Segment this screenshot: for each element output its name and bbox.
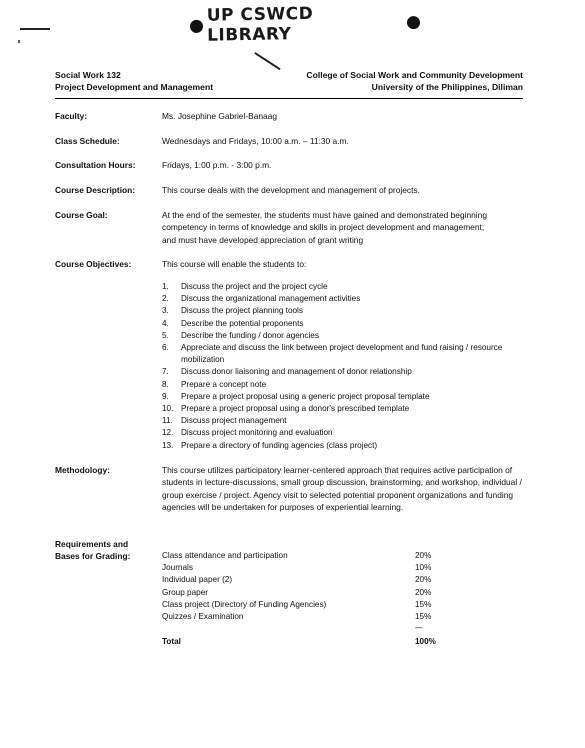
item-number: 12. (162, 428, 174, 438)
faculty-label: Faculty: (55, 111, 88, 121)
university-name: University of the Philippines, Diliman (371, 82, 523, 92)
total-label: Total (162, 637, 181, 646)
table-row (162, 574, 462, 586)
list-item (162, 391, 527, 403)
list-item (162, 281, 527, 293)
table-row (162, 611, 462, 623)
grade-percent: 20% (415, 587, 432, 597)
item-number: 5. (162, 330, 169, 340)
course-title: Project Development and Management (55, 82, 214, 92)
list-item (162, 415, 527, 427)
header-rule (55, 98, 523, 99)
faculty-value: Ms. Josephine Gabriel-Banaag (162, 111, 277, 121)
description-label: Course Description: (55, 185, 136, 195)
list-item (162, 427, 527, 439)
grade-item: Quizzes / Examination (162, 612, 244, 622)
grade-item: Class attendance and participation (162, 551, 288, 560)
list-item (162, 403, 527, 415)
list-item (162, 330, 527, 342)
list-item (162, 342, 527, 366)
grade-item: Individual paper (2) (162, 575, 233, 585)
schedule-value: Wednesdays and Fridays, 10:00 a.m. – 11:30 a.m. (162, 136, 349, 146)
grading-label-line1: Requirements and (55, 539, 129, 549)
grade-percent: 15% (415, 599, 432, 609)
methodology-value: This course utilizes participatory learner-centered approach that requires active participation of students in lecture-discussions, small group discussion, brainstorming, and workshop, individual / group exercise / project. Agency visit to selected potential proponent organizations and funding agencies will be undertaken for purposes of experiential learning. (162, 465, 522, 512)
margin-dash (20, 28, 50, 30)
item-text: Discuss the project planning tools (181, 306, 303, 316)
table-row (162, 550, 462, 562)
item-text: Describe the potential proponents (181, 318, 304, 328)
methodology-label: Methodology: (55, 465, 110, 475)
goal-value: At the end of the semester, the students must have gained and demonstrated beginning competency in terms of knowledge and skills in project development and management; and must have developed appreciation of grant writing (162, 210, 487, 245)
item-number: 8. (162, 379, 169, 389)
list-item (162, 305, 527, 317)
pen-stroke (255, 52, 281, 70)
item-number: 13. (162, 440, 174, 450)
grade-percent: 10% (415, 563, 432, 573)
item-number: 10. (162, 404, 174, 414)
grading-label-line2: Bases for Grading: (55, 551, 131, 561)
table-row (162, 599, 462, 611)
schedule-label: Class Schedule: (55, 136, 120, 146)
list-item (162, 293, 527, 305)
item-number: 1. (162, 282, 169, 291)
grading-table (162, 550, 462, 623)
item-text: Appreciate and discuss the link between project development and fund raising / resource mobilization (181, 343, 503, 365)
consultation-label: Consultation Hours: (55, 160, 136, 170)
grading-label (55, 538, 130, 562)
list-item (162, 366, 527, 378)
item-number: 9. (162, 391, 169, 401)
list-item (162, 440, 527, 452)
margin-mark (18, 40, 20, 43)
stamp-dot-right (407, 15, 420, 28)
grade-percent: 20% (415, 551, 432, 560)
list-item (162, 379, 527, 391)
course-code: Social Work 132 (55, 70, 121, 80)
item-text: Prepare a project proposal using a generic project proposal template (181, 391, 430, 401)
item-text: Discuss project management (181, 416, 287, 426)
item-number: 2. (162, 294, 169, 304)
table-row (162, 562, 462, 574)
description-value: This course deals with the development and management of projects. (162, 185, 420, 195)
item-number: 7. (162, 367, 169, 377)
consultation-value: Fridays, 1:00 p.m. - 3:00 p.m. (162, 160, 272, 170)
college-name: College of Social Work and Community Development (306, 70, 523, 80)
total-row (162, 636, 462, 648)
item-number: 4. (162, 318, 169, 328)
table-row (162, 587, 462, 599)
item-number: 3. (162, 306, 169, 316)
item-text: Describe the funding / donor agencies (181, 330, 319, 340)
library-stamp (190, 3, 421, 46)
item-text: Discuss project monitoring and evaluation (181, 428, 333, 438)
list-item (162, 318, 527, 330)
item-text: Discuss the organizational management activities (181, 294, 361, 304)
item-text: Discuss donor liaisoning and management of donor relationship (181, 367, 412, 377)
item-text: Prepare a directory of funding agencies (class project) (181, 440, 378, 450)
grade-item: Journals (162, 563, 193, 573)
item-number: 6. (162, 343, 169, 353)
goal-label: Course Goal: (55, 210, 108, 220)
item-number: 11. (162, 416, 173, 426)
course-header (55, 69, 213, 93)
objectives-intro: This course will enable the students to: (162, 259, 307, 269)
grade-percent: 15% (415, 612, 432, 622)
grade-item: Class project (Directory of Funding Agencies) (162, 599, 327, 609)
stamp-dot-left (190, 19, 203, 32)
college-header (306, 69, 523, 93)
item-text: Prepare a concept note (181, 379, 267, 389)
objectives-list (162, 281, 527, 452)
total-separator: ----- (415, 625, 422, 632)
grade-item: Group paper (162, 587, 208, 597)
total-percent: 100% (415, 637, 436, 646)
item-text: Prepare a project proposal using a donor's prescribed template (181, 404, 410, 414)
item-text: Discuss the project and the project cycle (181, 282, 328, 291)
stamp-text: UP CSWCD LIBRARY (206, 3, 314, 46)
grade-percent: 20% (415, 575, 432, 585)
objectives-label: Course Objectives: (55, 259, 132, 269)
